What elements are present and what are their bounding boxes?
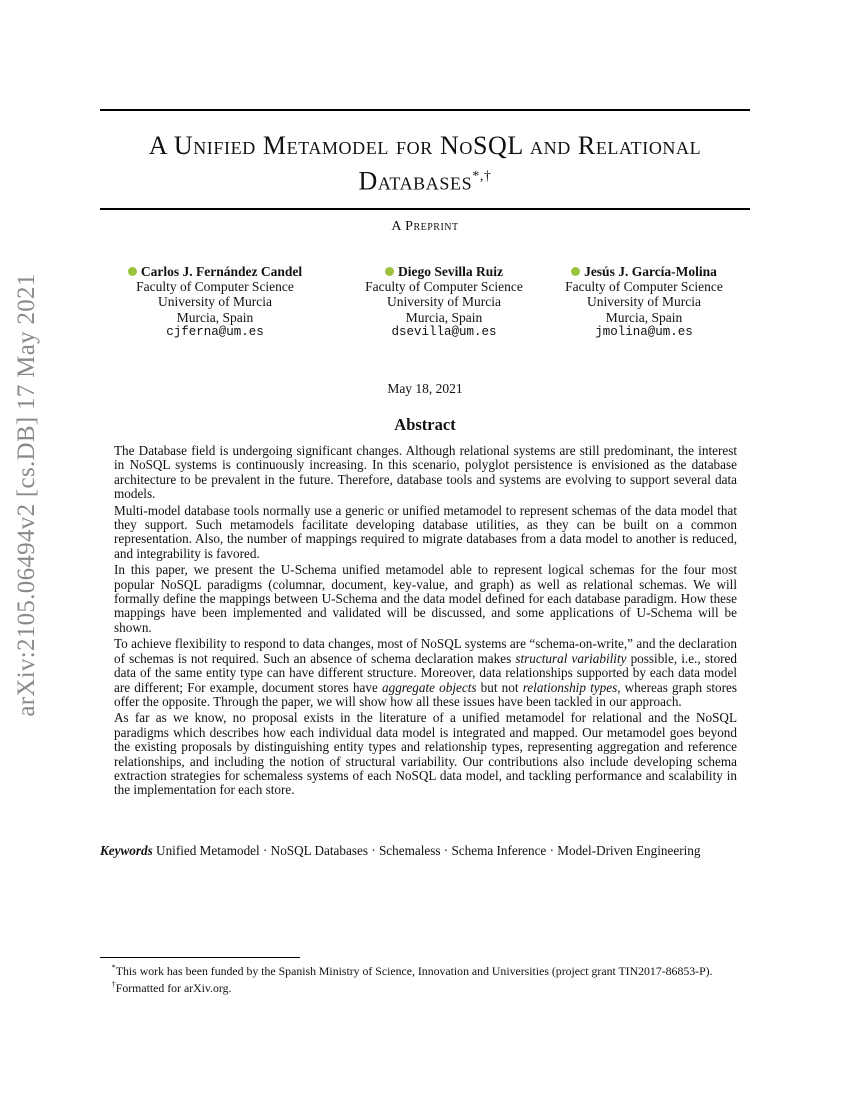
author-university: University of Murcia	[387, 294, 501, 310]
title-bottom-rule	[100, 208, 750, 210]
publication-date: May 18, 2021	[387, 381, 463, 396]
author-2	[344, 264, 544, 340]
title-footnote-marks: *,†	[472, 169, 492, 184]
emphasis-relationship-types: relationship types	[522, 679, 618, 695]
orcid-icon[interactable]	[571, 267, 580, 276]
author-3	[545, 264, 743, 340]
footnote-2: †Formatted for arXiv.org.	[111, 980, 232, 996]
author-email[interactable]: jmolina@um.es	[595, 324, 693, 339]
author-faculty: Faculty of Computer Science	[365, 279, 523, 295]
keywords-label: Keywords	[100, 843, 153, 858]
orcid-icon[interactable]	[128, 267, 137, 276]
keywords	[100, 843, 750, 858]
author-location: Murcia, Spain	[176, 309, 254, 325]
author-faculty: Faculty of Computer Science	[136, 279, 294, 295]
author-email[interactable]: dsevilla@um.es	[391, 324, 497, 339]
abstract-paragraph-4: To achieve flexibility to respond to data changes, most of NoSQL systems are “schema-on-write,” and the declaration of schemas is not required. Such an absence of schema declaration makes structural variability possible, i.e., stored data of the same entity type can have different structure. Moreover, data relationships supported by each data model are different; For example, document stores have aggregate objects but not relationship types, whereas graph stores offer the opposite. Through the paper, we will show how all these issues have been tackled in our approach.	[114, 636, 737, 709]
author-email[interactable]: cjferna@um.es	[166, 324, 264, 339]
abstract-body	[114, 444, 737, 800]
emphasis-structural-variability: structural variability	[515, 650, 627, 666]
orcid-icon[interactable]	[385, 267, 394, 276]
abstract-heading: Abstract	[394, 415, 456, 434]
author-1	[100, 264, 330, 340]
arxiv-identifier: arXiv:2105.06494v2 [cs.DB] 17 May 2021	[13, 273, 40, 717]
author-university: University of Murcia	[158, 294, 272, 310]
author-location: Murcia, Spain	[405, 309, 483, 325]
abstract-paragraph-3: In this paper, we present the U-Schema unified metamodel able to represent logical schemas for the four most popular NoSQL paradigms (columnar, document, key-value, and graph) as well as relational schemas. We will formally define the mappings between U-Schema and the data model defined for each database paradigm. How these mappings have been implemented and validated will be discussed, and some applications of U-Schema will be shown.	[114, 562, 737, 635]
abstract-paragraph-2: Multi-model database tools normally use a generic or unified metamodel to represent schemas of the data model that they support. Such metamodels facilitate developing database utilities, as they can be built on a common representation. Also, the number of mappings required to migrate databases from a data model to another is reduced, and integrability is favored.	[114, 502, 737, 561]
paper-title	[100, 130, 750, 197]
keywords-list: Unified Metamodel · NoSQL Databases · Schemaless · Schema Inference · Model-Driven Engineering	[156, 843, 701, 858]
author-name: Jesús J. García-Molina	[584, 264, 717, 279]
arxiv-sidebar-stamp	[2, 273, 52, 717]
emphasis-aggregate-objects: aggregate objects	[382, 679, 477, 695]
footnotes	[100, 961, 750, 996]
abstract-paragraph-5: As far as we know, no proposal exists in the literature of a unified metamodel for relational and the NoSQL paradigms which describes how each individual data model is integrated and mapped. Our metamodel goes beyond the existing proposals by distinguishing entity types and relationship types, representing aggregation and reference relationships, and including the notion of structural variability. Our contributions also include developing schema extraction strategies for schemaless systems of each NoSQL data model, and tackling performance and scalability in the implementation for each store.	[114, 710, 737, 798]
footnote-rule	[100, 957, 300, 958]
title-line-1: A Unified Metamodel for NoSQL and Relational	[148, 131, 702, 160]
title-line-2: Databases*,†	[358, 166, 492, 196]
author-faculty: Faculty of Computer Science	[565, 279, 723, 295]
author-university: University of Murcia	[587, 294, 701, 310]
preprint-label: A Preprint	[391, 219, 459, 234]
author-name: Diego Sevilla Ruiz	[398, 264, 503, 279]
footnote-1: *This work has been funded by the Spanish Ministry of Science, Innovation and Universities (project grant TIN2017-86853-P).	[111, 963, 713, 978]
author-name: Carlos J. Fernández Candel	[140, 264, 303, 279]
title-top-rule	[100, 109, 750, 111]
author-location: Murcia, Spain	[605, 309, 683, 325]
abstract-paragraph-1: The Database field is undergoing significant changes. Although relational systems are still predominant, the interest in NoSQL systems is continuously increasing. In this scenario, polyglot persistence is envisioned as the database architecture to be prevalent in the future. Therefore, database tools and systems are evolving to support several data models.	[114, 443, 737, 502]
